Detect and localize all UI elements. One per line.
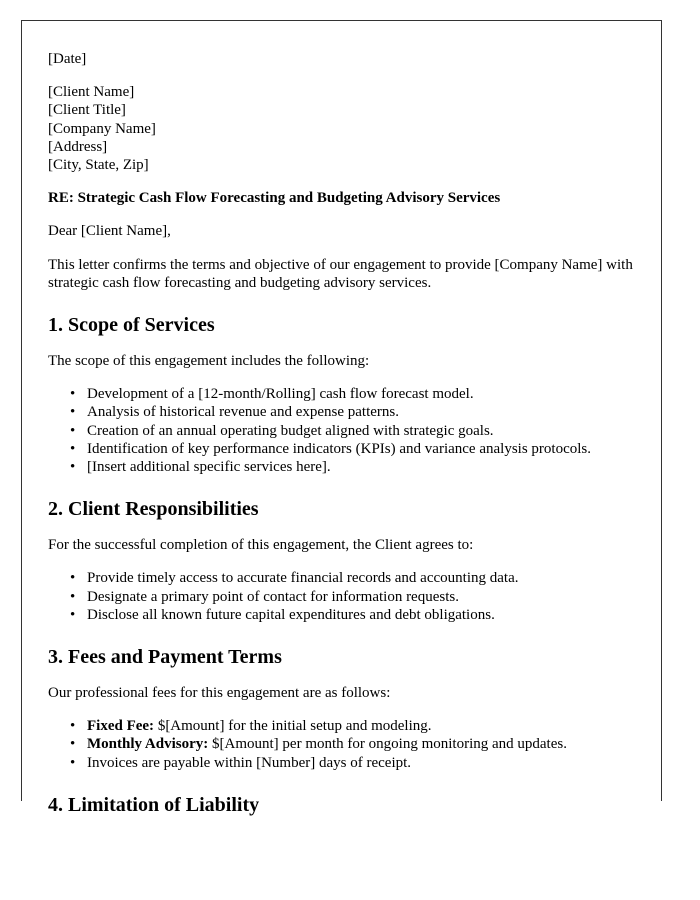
recipient-line-name: [Client Name] (48, 84, 135, 101)
recipient-line-title: [Client Title] (48, 102, 126, 119)
list-item: • [Insert additional specific services here]. (87, 458, 637, 476)
fee-item-fixed (87, 717, 637, 735)
section-heading-scope: 1. Scope of Services (48, 314, 215, 337)
section-heading-fees: 3. Fees and Payment Terms (48, 646, 282, 669)
list-item: • Identification of key performance indicators (KPIs) and variance analysis protocols. (87, 440, 637, 458)
subject-line: RE: Strategic Cash Flow Forecasting and Budgeting Advisory Services (48, 190, 501, 207)
recipient-line-address: [Address] (48, 138, 108, 155)
responsibilities-list (48, 569, 637, 624)
scope-lead: The scope of this engagement includes the following: (48, 353, 370, 370)
list-item: • Analysis of historical revenue and expense patterns. (87, 403, 637, 421)
salutation: Dear [Client Name], (48, 223, 171, 240)
section-heading-responsibilities: 2. Client Responsibilities (48, 498, 259, 521)
fee-text: Invoices are payable within [Number] days of receipt. (87, 754, 412, 771)
letter-page (21, 20, 662, 816)
section-heading-liability: 4. Limitation of Liability (48, 793, 260, 816)
recipient-block (48, 83, 637, 174)
list-item: • Provide timely access to accurate financial records and accounting data. (87, 569, 637, 587)
fees-lead: Our professional fees for this engagement are as follows: (48, 685, 391, 702)
recipient-line-company: [Company Name] (48, 120, 156, 137)
list-item: • Disclose all known future capital expenditures and debt obligations. (87, 606, 637, 624)
date-line: [Date] (48, 51, 87, 67)
recipient-line-city-state-zip: [City, State, Zip] (48, 157, 149, 174)
fee-item-invoices (87, 754, 637, 772)
fee-label: Fixed Fee: (87, 718, 155, 735)
fee-item-monthly (87, 735, 637, 753)
letter-content (22, 21, 661, 817)
fee-text: $[Amount] for the initial setup and modeling. (154, 718, 432, 735)
fee-label: Monthly Advisory: (87, 736, 209, 753)
list-item: • Development of a [12-month/Rolling] cash flow forecast model. (87, 385, 637, 403)
responsibilities-lead: For the successful completion of this engagement, the Client agrees to: (48, 537, 474, 554)
intro-paragraph: This letter confirms the terms and objective of our engagement to provide [Company Name] with strategic cash flow forecasting and budgeting advisory services. (48, 256, 633, 291)
fees-list (48, 717, 637, 772)
list-item: • Creation of an annual operating budget aligned with strategic goals. (87, 422, 637, 440)
scope-list (48, 385, 637, 476)
fee-text: $[Amount] per month for ongoing monitoring and updates. (208, 736, 567, 753)
list-item: • Designate a primary point of contact for information requests. (87, 588, 637, 606)
